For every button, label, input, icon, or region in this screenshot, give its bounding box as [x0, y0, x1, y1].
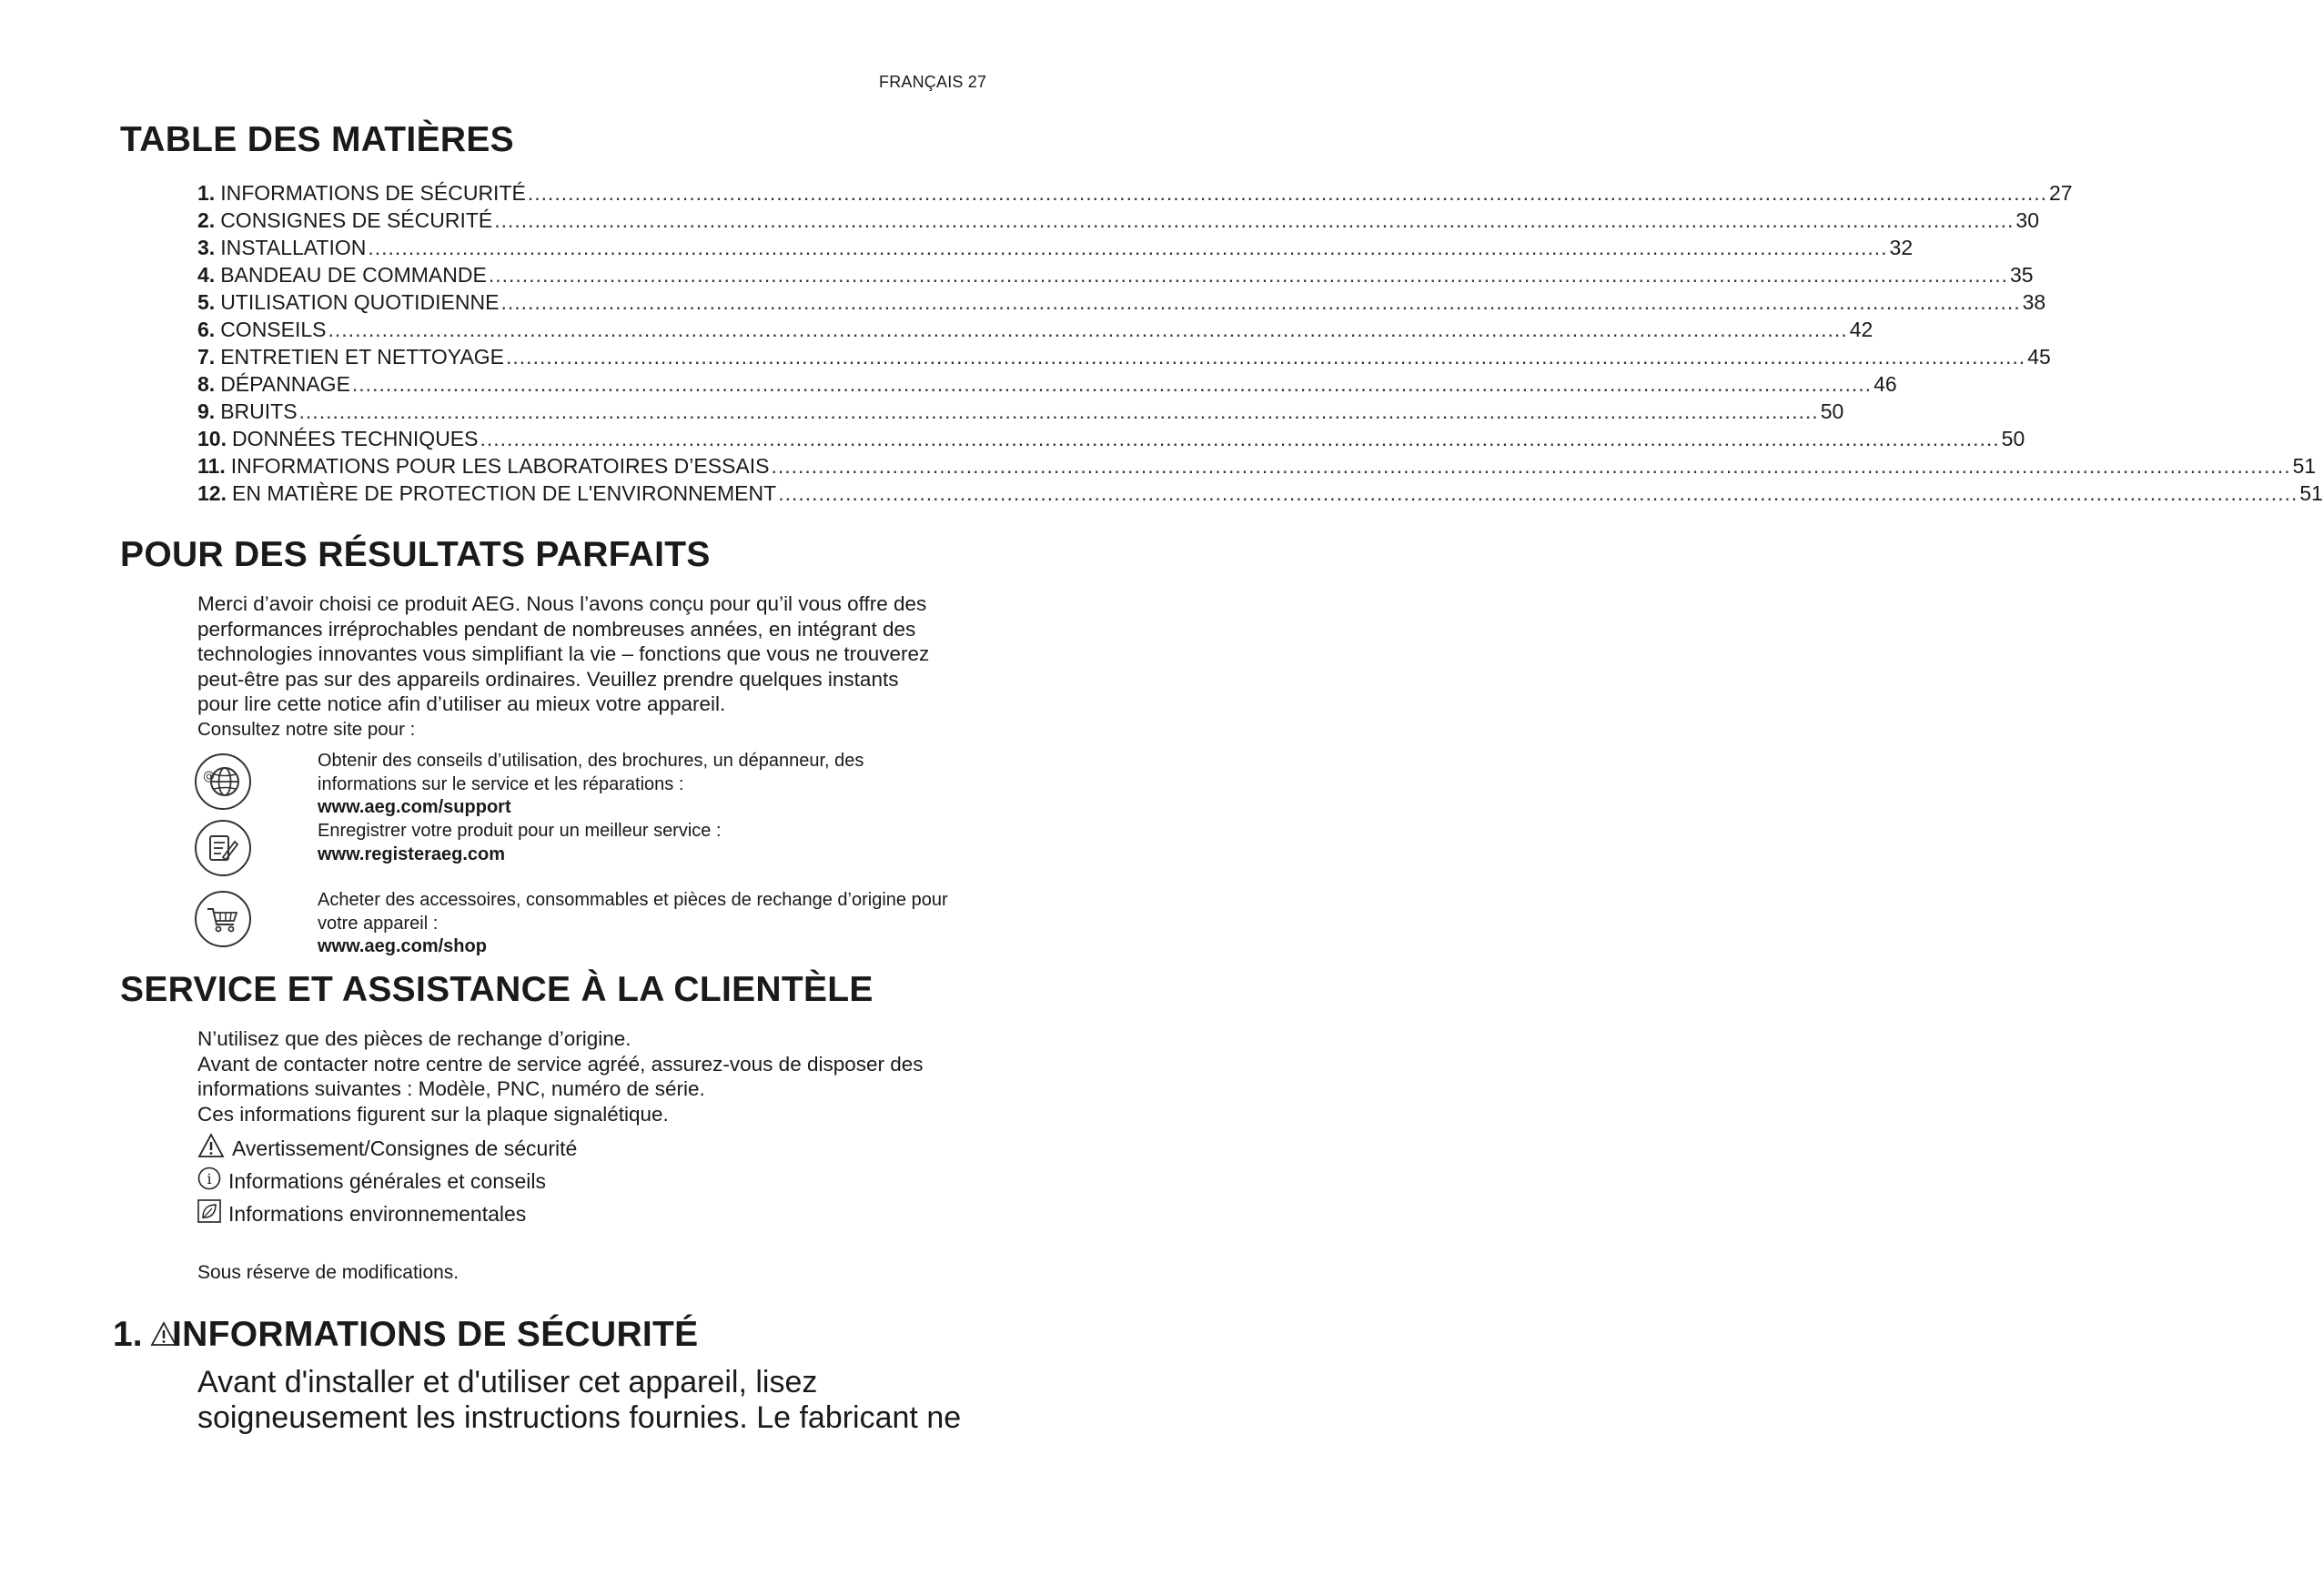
toc-leader	[352, 370, 1872, 398]
toc-item-label: INFORMATIONS DE SÉCURITÉ	[220, 181, 526, 205]
toc-item-label: ENTRETIEN ET NETTOYAGE	[220, 345, 505, 369]
safety-title: INFORMATIONS DE SÉCURITÉ	[172, 1315, 699, 1354]
toc-item-page: 46	[1874, 372, 1897, 396]
toc-item-label: CONSEILS	[220, 318, 327, 341]
symbol-info	[197, 1167, 546, 1196]
toc-item[interactable]	[197, 234, 1914, 261]
results-line: peut-être pas sur des appareils ordinaires. Veuillez prendre quelques instants	[197, 667, 899, 691]
symbol-warning	[197, 1133, 577, 1164]
toc-item-label: UTILISATION QUOTIDIENNE	[220, 290, 500, 314]
register-icon	[195, 820, 251, 876]
toc-item-label: INFORMATIONS POUR LES LABORATOIRES D’ESSAIS	[230, 454, 770, 478]
toc-item[interactable]	[197, 179, 2073, 207]
symbol-label: Avertissement/Consignes de sécurité	[232, 1136, 578, 1160]
toc-item-label: DONNÉES TECHNIQUES	[231, 427, 479, 450]
toc-leader	[494, 207, 2014, 234]
toc-leader	[528, 179, 2047, 207]
site-text	[318, 820, 1027, 866]
info-icon	[197, 1167, 221, 1196]
results-line: technologies innovantes vous simplifiant la vie – fonctions que vous ne trouverez	[197, 642, 930, 665]
toc-item-page: 50	[2001, 427, 2025, 450]
results-line: performances irréprochables pendant de nombreuses années, en intégrant des	[197, 617, 916, 641]
toc-item-label: DÉPANNAGE	[220, 372, 350, 396]
toc-item[interactable]	[197, 207, 2039, 234]
toc-leader	[368, 234, 1887, 261]
toc-item-page: 32	[1889, 236, 1914, 259]
service-line: informations suivantes : Modèle, PNC, numéro de série.	[197, 1077, 705, 1100]
table-of-contents	[197, 179, 2323, 507]
toc-item-number: 3.	[197, 236, 216, 259]
toc-item-number: 6.	[197, 318, 216, 341]
safety-line: soigneusement les instructions fournies. Le fabricant ne	[197, 1400, 962, 1435]
toc-item-number: 5.	[197, 290, 216, 314]
toc-leader	[506, 343, 2025, 370]
leaf-icon	[197, 1199, 221, 1228]
register-link[interactable]: www.registeraeg.com	[318, 843, 505, 864]
toc-item[interactable]	[197, 398, 1844, 425]
toc-item-number: 10.	[197, 427, 227, 450]
symbol-environment	[197, 1199, 526, 1228]
results-line: Merci d’avoir choisi ce produit AEG. Nous l’avons conçu pour qu’il vous offre des	[197, 592, 927, 615]
toc-item-label: BRUITS	[220, 399, 298, 423]
toc-item-number: 2.	[197, 208, 216, 232]
results-intro	[197, 591, 929, 742]
toc-item[interactable]	[197, 261, 2034, 288]
toc-item-page: 38	[2022, 290, 2046, 314]
svg-text:@: @	[203, 770, 215, 783]
symbol-label: Informations environnementales	[228, 1201, 527, 1226]
service-intro	[197, 1026, 924, 1126]
toc-item-number: 11.	[197, 454, 226, 478]
toc-item[interactable]	[197, 480, 2323, 507]
toc-item[interactable]	[197, 316, 1874, 343]
toc-item-number: 1.	[197, 181, 216, 205]
toc-item[interactable]	[197, 452, 2317, 480]
service-title: SERVICE ET ASSISTANCE À LA CLIENTÈLE	[120, 970, 874, 1009]
toc-item-number: 8.	[197, 372, 216, 396]
site-text	[318, 889, 1027, 959]
toc-item-page: 51	[2292, 454, 2317, 478]
toc-item[interactable]	[197, 288, 2046, 316]
toc-title: TABLE DES MATIÈRES	[120, 120, 514, 159]
service-line: N’utilisez que des pièces de rechange d’origine.	[197, 1027, 631, 1050]
toc-leader	[500, 288, 2020, 316]
toc-leader	[328, 316, 1848, 343]
cart-icon	[195, 891, 251, 947]
site-text	[318, 750, 1027, 820]
toc-item-number: 12.	[197, 481, 227, 505]
site-description: votre appareil :	[318, 913, 439, 934]
toc-item-page: 27	[2049, 181, 2073, 205]
toc-leader	[299, 398, 1819, 425]
toc-item[interactable]	[197, 425, 2025, 452]
toc-item-page: 51	[2299, 481, 2323, 505]
toc-item-page: 50	[1820, 399, 1844, 423]
svg-text:i: i	[207, 1170, 212, 1187]
results-line: Consultez notre site pour :	[197, 718, 416, 740]
site-description: Obtenir des conseils d’utilisation, des brochures, un dépanneur, des	[318, 751, 864, 771]
shop-link[interactable]: www.aeg.com/shop	[318, 936, 487, 956]
page-header: FRANÇAIS 27	[879, 73, 987, 91]
section-number: 1.	[113, 1315, 143, 1354]
toc-leader	[489, 261, 2008, 288]
warning-icon	[197, 1133, 225, 1164]
support-link[interactable]: www.aeg.com/support	[318, 797, 511, 817]
safety-line: Avant d'installer et d'utiliser cet appareil, lisez	[197, 1365, 818, 1399]
toc-item-page: 35	[2010, 263, 2034, 287]
toc-item[interactable]	[197, 370, 1897, 398]
toc-item-number: 4.	[197, 263, 216, 287]
toc-leader	[480, 425, 2000, 452]
site-description: Acheter des accessoires, consommables et pièces de rechange d’origine pour	[318, 890, 948, 910]
toc-item[interactable]	[197, 343, 2051, 370]
toc-item-label: BANDEAU DE COMMANDE	[220, 263, 487, 287]
globe-icon	[195, 753, 251, 810]
toc-item-label: EN MATIÈRE DE PROTECTION DE L'ENVIRONNEMENT	[231, 481, 777, 505]
toc-item-label: CONSIGNES DE SÉCURITÉ	[220, 208, 493, 232]
site-description: informations sur le service et les réparations :	[318, 773, 684, 794]
service-line: Avant de contacter notre centre de service agréé, assurez-vous de disposer des	[197, 1052, 924, 1076]
toc-item-label: INSTALLATION	[220, 236, 367, 259]
safety-intro	[197, 1365, 1044, 1436]
toc-leader	[771, 452, 2290, 480]
toc-item-number: 7.	[197, 345, 216, 369]
toc-item-page: 45	[2027, 345, 2051, 369]
toc-item-page: 42	[1849, 318, 1874, 341]
service-line: Ces informations figurent sur la plaque signalétique.	[197, 1102, 669, 1126]
modification-note: Sous réserve de modifications.	[197, 1262, 460, 1283]
results-title: POUR DES RÉSULTATS PARFAITS	[120, 535, 711, 574]
results-line: pour lire cette notice afin d’utiliser au mieux votre appareil.	[197, 692, 726, 715]
toc-leader	[778, 480, 2298, 507]
symbol-label: Informations générales et conseils	[228, 1168, 547, 1193]
site-description: Enregistrer votre produit pour un meilleur service :	[318, 821, 722, 841]
toc-item-page: 30	[2015, 208, 2039, 232]
toc-item-number: 9.	[197, 399, 216, 423]
